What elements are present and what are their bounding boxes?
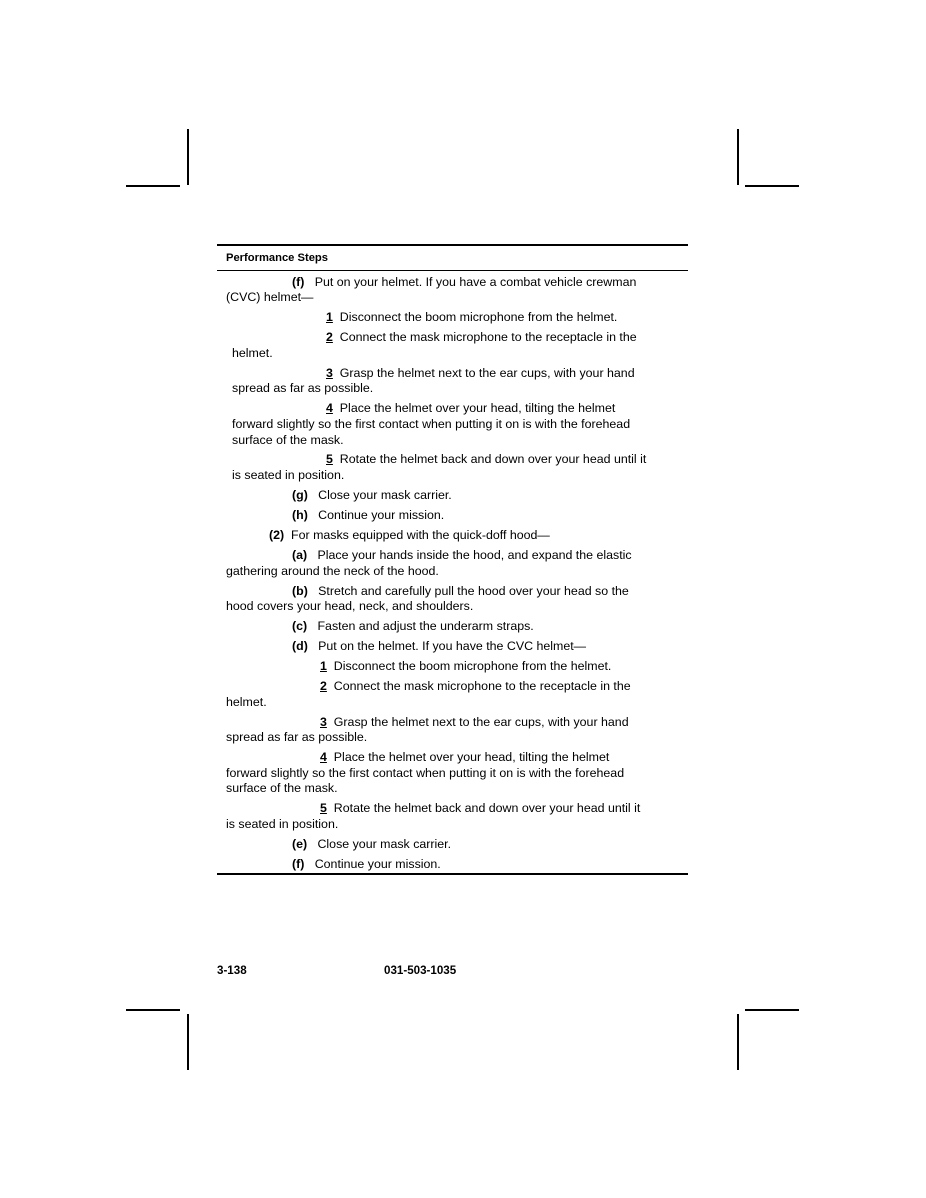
- substep-5-rotate: 5 Rotate the helmet back and down over your head until it is seated in position.: [232, 452, 647, 483]
- page-number: 3-138: [217, 964, 247, 977]
- step-f-helmet: (f) Put on your helmet. If you have a combat vehicle crewman (CVC) helmet—: [226, 274, 637, 305]
- step-e-close-carrier: (e) Close your mask carrier.: [292, 837, 452, 852]
- substep-1-disconnect: 1 Disconnect the boom microphone from the helmet.: [326, 310, 618, 325]
- step-h-continue: (h) Continue your mission.: [292, 508, 445, 523]
- crop-mark-bottom-left-vertical: [187, 1014, 189, 1070]
- crop-mark-bottom-left-horizontal: [126, 1009, 180, 1011]
- step-a-hands-inside: (a) Place your hands inside the hood, and expand the elastic gathering around the neck of the hood.: [226, 548, 632, 578]
- crop-mark-bottom-right-vertical: [737, 1014, 739, 1070]
- step-g-close-carrier: (g) Close your mask carrier.: [292, 488, 452, 503]
- crop-mark-top-right-horizontal: [745, 185, 799, 187]
- document-code: 031-503-1035: [384, 964, 457, 977]
- performance-steps-table: [217, 244, 688, 875]
- substep-4-place-b: 4 Place the helmet over your head, tilting the helmet forward slightly so the first contact when putting it on is with the forehead surface of the mask.: [226, 750, 625, 796]
- step-2-quick-doff: (2) For masks equipped with the quick-doff hood—: [269, 528, 550, 543]
- crop-mark-bottom-right-horizontal: [745, 1009, 799, 1011]
- crop-mark-top-left-horizontal: [126, 185, 180, 187]
- step-f-continue: (f) Continue your mission.: [292, 857, 441, 872]
- substep-4-place: 4 Place the helmet over your head, tilting the helmet forward slightly so the first contact when putting it on is with the forehead surface of the mask.: [232, 401, 631, 447]
- steps-list: [217, 271, 688, 873]
- substep-2-connect: 2 Connect the mask microphone to the receptacle in the helmet.: [232, 330, 637, 360]
- substep-5-rotate-b: 5 Rotate the helmet back and down over your head until it is seated in position.: [226, 801, 641, 832]
- crop-mark-top-right-vertical: [737, 129, 739, 185]
- step-b-stretch: (b) Stretch and carefully pull the hood over your head so the hood covers your head, neck, and shoulders.: [226, 583, 629, 614]
- table-bottom-rule: [217, 873, 688, 875]
- crop-mark-top-left-vertical: [187, 129, 189, 185]
- substep-1-disconnect-b: 1 Disconnect the boom microphone from the helmet.: [320, 659, 612, 674]
- substep-2-connect-b: 2 Connect the mask microphone to the receptacle in the helmet.: [226, 679, 631, 709]
- step-c-fasten: (c) Fasten and adjust the underarm straps.: [292, 619, 534, 634]
- table-header: Performance Steps: [217, 246, 688, 271]
- substep-3-grasp: 3 Grasp the helmet next to the ear cups, with your hand spread as far as possible.: [232, 365, 635, 396]
- step-d-put-on-helmet: (d) Put on the helmet. If you have the CVC helmet—: [292, 639, 587, 654]
- substep-3-grasp-b: 3 Grasp the helmet next to the ear cups, with your hand spread as far as possible.: [226, 714, 629, 745]
